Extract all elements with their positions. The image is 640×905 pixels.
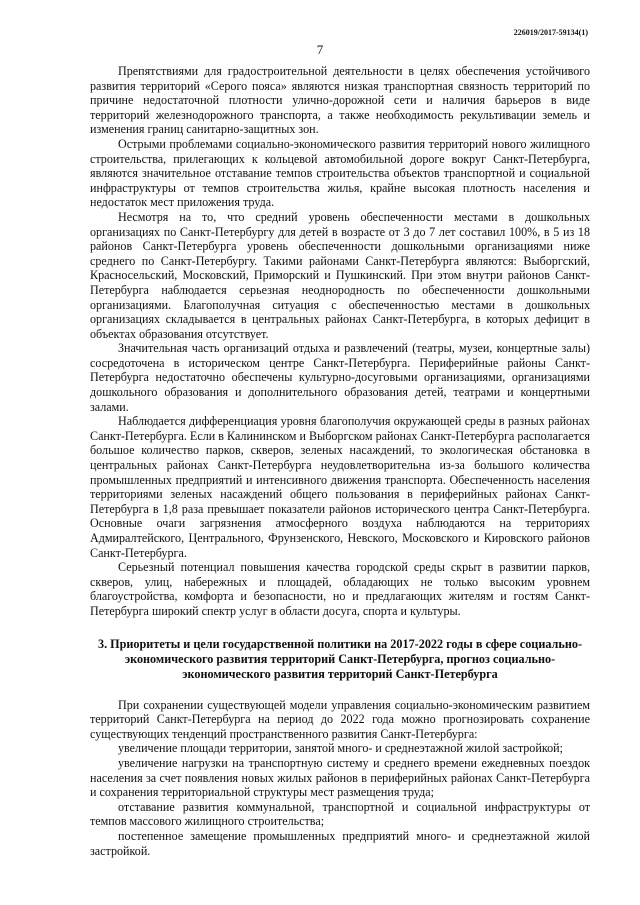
section-heading: 3. Приоритеты и цели государственной политики на 2017-2022 годы в сфере социально-экономического развития территорий Санкт-Петербурга, прогноз социально-экономического развития территорий Санкт-Петербурга	[97, 636, 583, 681]
list-item: увеличение площади территории, занятой много- и среднеэтажной жилой застройкой;	[118, 741, 563, 756]
paragraph: Наблюдается дифференциация уровня благополучия окружающей среды в разных районах Санкт-Петербурга. Если в Калининском и Выборгском районах Санкт-Петербурга располагается большое количество парков, скверов, зеленых насаждений, то экологическая обстановка в центральных районах Санкт-Петербурга неудовлетворительна из-за большого количества промышленных предприятий и интенсивного движения транспорта. Обеспеченность населения территориями зеленых насаждений общего пользования в периферийных районах Санкт-Петербурга в 1,8 раза превышает показатели районов исторического центра Санкт-Петербурга. Основные очаги загрязнения атмосферного воздуха наблюдаются на территориях Адмиралтейского, Центрального, Фрунзенского, Невского, Московского и Кировского районов Санкт-Петербурга.	[90, 414, 590, 560]
page-content	[90, 64, 590, 858]
list-item: отставание развития коммунальной, транспортной и социальной инфраструктуры от темпов массового жилищного строительства;	[90, 799, 590, 829]
paragraph: Препятствиями для градостроительной деятельности в целях обеспечения устойчивого развития территорий «Серого пояса» являются низкая транспортная связность территорий по причине недостаточной плотности улично-дорожной сети и наличия барьеров в виде территорий железнодорожного транспорта, а также необходимость рекультивации земель и изменения границ санитарно-защитных зон.	[90, 64, 590, 137]
paragraph: Серьезный потенциал повышения качества городской среды скрыт в развитии парков, скверов, улиц, набережных и площадей, обладающих не только высоким уровнем благоустройства, комфорта и безопасности, но и предлагающих жителям и гостям Санкт-Петербурга широкий спектр услуг в области досуга, спорта и культуры.	[90, 560, 590, 618]
paragraph: Несмотря на то, что средний уровень обеспеченности местами в дошкольных организациях по Санкт-Петербургу для детей в возрасте от 3 до 7 лет составил 100%, в 5 из 18 районов Санкт-Петербурга уровень обеспеченности дошкольными организациями ниже среднего по Санкт-Петербургу. Такими районами Санкт-Петербурга являются: Выборгский, Красносельский, Московский, Приморский и Пушкинский. При этом внутри районов Санкт-Петербурга наблюдается серьезная неоднородность по обеспеченности дошкольными организациями. Благополучная ситуация с обеспеченностью местами в дошкольных организациях складывается в центральных районах Санкт-Петербурга, в которых дефицит в объектах образования отсутствует.	[90, 209, 590, 341]
list-item: постепенное замещение промышленных предприятий много- и среднеэтажной жилой застройкой.	[90, 828, 590, 858]
document-id: 226019/2017-59134(1)	[513, 28, 588, 37]
page-number: 7	[316, 42, 324, 57]
list-item: увеличение нагрузки на транспортную систему и среднего времени ежедневных поездок населения за счет появления новых жилых районов в периферийных районах Санкт-Петербурга и сохранения территориальной структуры мест размещения труда;	[90, 755, 590, 800]
paragraph: Значительная часть организаций отдыха и развлечений (театры, музеи, концертные залы) сосредоточена в историческом центре Санкт-Петербурга. Периферийные районы Санкт-Петербурга недостаточно обеспечены культурно-досуговыми организациями, организациями дошкольного образования и дополнительного образования детей, театрами и концертными залами.	[90, 341, 590, 414]
paragraph: При сохранении существующей модели управления социально-экономическим развитием территорий Санкт-Петербурга на период до 2022 года можно прогнозировать сохранение существующих тенденций пространственного развития Санкт-Петербурга:	[90, 697, 590, 741]
paragraph: Острыми проблемами социально-экономического развития территорий нового жилищного строительства, прилегающих к кольцевой автомобильной дороге вокруг Санкт-Петербурга, являются значительное отставание темпов строительства объектов транспортной и социальной инфраструктуры от темпов строительства жилья, крайне высокая плотность населения и недостаток мест приложения труда.	[90, 136, 590, 210]
